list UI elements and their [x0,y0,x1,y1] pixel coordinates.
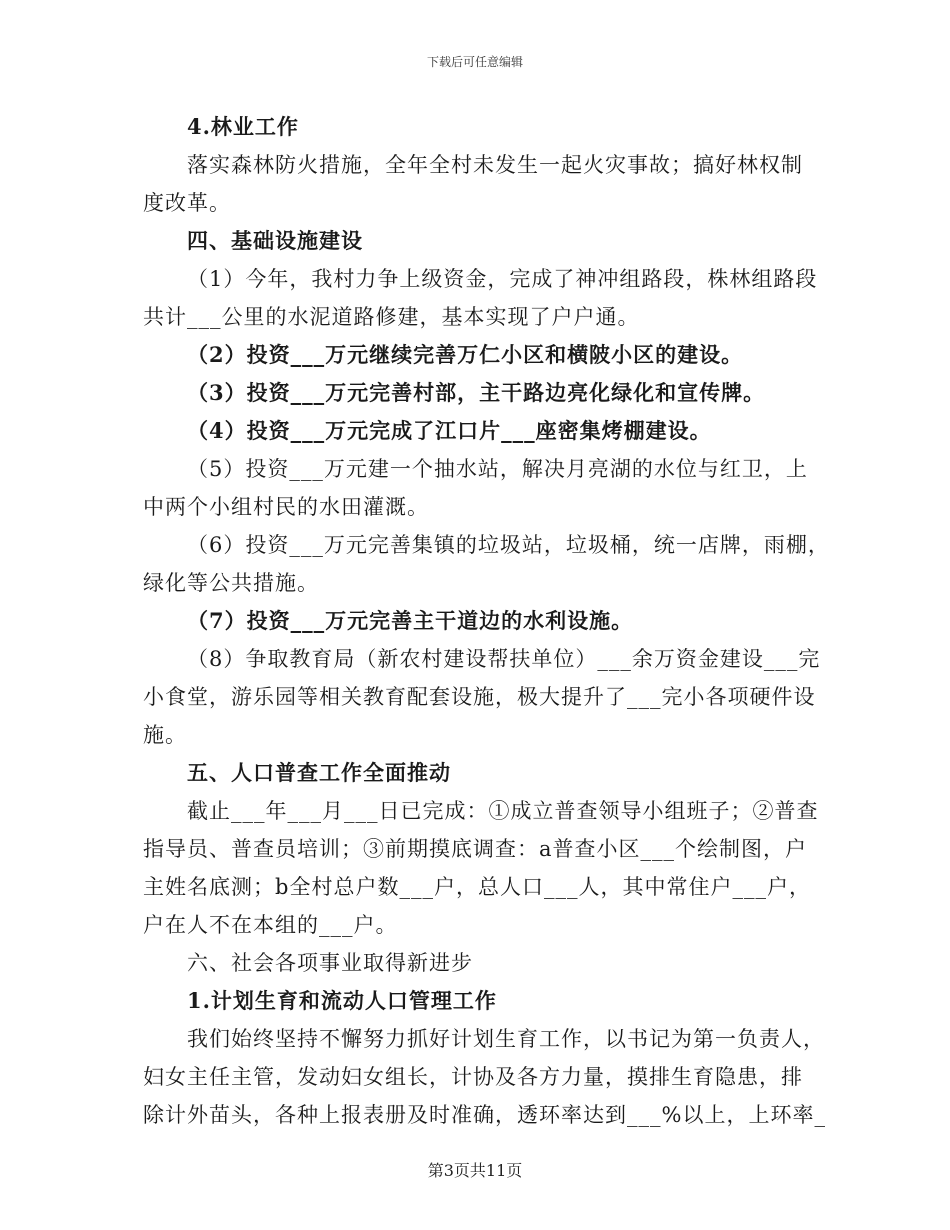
paragraph-line: 主姓名底测；b全村总户数___户，总人口___人，其中常住户___户， [143,875,811,899]
paragraph-line: 五、人口普查工作全面推动 [187,760,451,785]
paragraph-line: （3）投资___万元完善村部，主干路边亮化绿化和宣传牌。 [187,380,766,405]
paragraph-line: 六、社会各项事业取得新进步 [187,951,473,975]
paragraph-line: 共计___公里的水泥道路修建，基本实现了户户通。 [143,305,640,329]
paragraph-line: （5）投资___万元建一个抽水站，解决月亮湖的水位与红卫，上 [187,457,808,481]
paragraph-line: （4）投资___万元完成了江口片___座密集烤棚建设。 [187,418,712,443]
paragraph-line: 指导员、普查员培训；③前期摸底调查：a普查小区___个绘制图，户 [143,837,808,861]
paragraph-line: （2）投资___万元继续完善万仁小区和横陂小区的建设。 [187,342,744,367]
paragraph-line: 截止___年___月___日已完成：①成立普查领导小组班子；②普查 [187,799,819,823]
paragraph-line: 1.计划生育和流动人口管理工作 [187,988,497,1013]
page-header-note: 下载后可任意编辑 [426,55,523,69]
paragraph-line: 四、基础设施建设 [187,228,363,253]
paragraph-line: 小食堂，游乐园等相关教育配套设施，极大提升了___完小各项硬件设 [143,685,816,709]
paragraph-line: 我们始终坚持不懈努力抓好计划生育工作，以书记为第一负责人， [187,1027,825,1051]
document-body [143,108,830,1134]
paragraph-line: 度改革。 [143,191,231,215]
paragraph-line: 妇女主任主管，发动妇女组长，计协及各方力量，摸排生育隐患，排 [143,1065,803,1089]
paragraph-line: 绿化等公共措施。 [143,571,319,595]
page-number: 第3页共11页 [427,1161,523,1180]
paragraph-line: （6）投资___万元完善集镇的垃圾站，垃圾桶，统一店牌，雨棚， [187,533,830,557]
paragraph-line: 4.林业工作 [187,114,299,139]
paragraph-line: （8）争取教育局（新农村建设帮扶单位）___余万资金建设___完 [187,647,821,671]
paragraph-line: 中两个小组村民的水田灌溉。 [143,495,429,519]
paragraph-line: 落实森林防火措施，全年全村未发生一起火灾事故；搞好林权制 [187,153,803,177]
paragraph-line: 户在人不在本组的___户。 [143,913,398,937]
paragraph-line: 除计外苗头，各种上报表册及时准确，透环率达到___%以上，上环率_ [143,1103,826,1127]
paragraph-line: （1）今年，我村力争上级资金，完成了神冲组路段，株林组路段 [187,267,818,291]
paragraph-line: （7）投资___万元完善主干道边的水利设施。 [187,608,634,633]
paragraph-line: 施。 [143,723,187,747]
